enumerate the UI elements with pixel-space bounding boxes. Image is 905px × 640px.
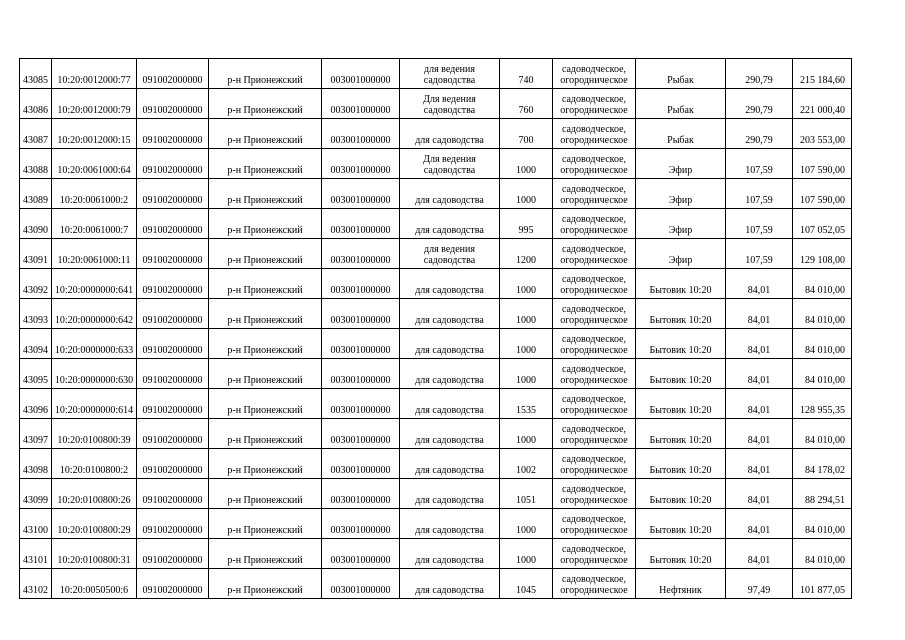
specific-value-cell: 107,59 xyxy=(726,209,793,239)
table-row xyxy=(20,299,852,329)
row-id-cell: 43098 xyxy=(20,449,52,479)
cadastral-value-cell: 84 010,00 xyxy=(793,419,852,449)
oktmo-code-cell: 003001000000 xyxy=(322,419,400,449)
okato-code-cell: 091002000000 xyxy=(137,419,209,449)
oktmo-code-cell: 003001000000 xyxy=(322,179,400,209)
cadastral-value-cell: 84 010,00 xyxy=(793,269,852,299)
land-category-cell: садоводческое, огородническое xyxy=(553,539,636,569)
cadastral-value-cell: 84 010,00 xyxy=(793,359,852,389)
cadastral-number-cell: 10:20:0000000:633 xyxy=(52,329,137,359)
society-name-cell: Бытовик 10:20 xyxy=(636,299,726,329)
land-category-cell: садоводческое, огородническое xyxy=(553,119,636,149)
land-category-cell: садоводческое, огородническое xyxy=(553,509,636,539)
society-name-cell: Эфир xyxy=(636,179,726,209)
cadastral-value-cell: 84 010,00 xyxy=(793,509,852,539)
society-name-cell: Эфир xyxy=(636,149,726,179)
land-category-cell: садоводческое, огородническое xyxy=(553,299,636,329)
cadastral-number-cell: 10:20:0050500:6 xyxy=(52,569,137,599)
row-id-cell: 43091 xyxy=(20,239,52,269)
district-cell: р-н Прионежский xyxy=(209,509,322,539)
oktmo-code-cell: 003001000000 xyxy=(322,299,400,329)
specific-value-cell: 97,49 xyxy=(726,569,793,599)
row-id-cell: 43090 xyxy=(20,209,52,239)
cadastral-number-cell: 10:20:0000000:630 xyxy=(52,359,137,389)
table-row xyxy=(20,359,852,389)
table-row xyxy=(20,269,852,299)
cadastral-value-cell: 107 590,00 xyxy=(793,179,852,209)
oktmo-code-cell: 003001000000 xyxy=(322,389,400,419)
district-cell: р-н Прионежский xyxy=(209,389,322,419)
district-cell: р-н Прионежский xyxy=(209,179,322,209)
table-row xyxy=(20,89,852,119)
specific-value-cell: 290,79 xyxy=(726,89,793,119)
row-id-cell: 43099 xyxy=(20,479,52,509)
area-cell: 1000 xyxy=(500,179,553,209)
oktmo-code-cell: 003001000000 xyxy=(322,119,400,149)
cadastral-number-cell: 10:20:0100800:26 xyxy=(52,479,137,509)
society-name-cell: Рыбак xyxy=(636,59,726,89)
society-name-cell: Бытовик 10:20 xyxy=(636,539,726,569)
area-cell: 1000 xyxy=(500,329,553,359)
okato-code-cell: 091002000000 xyxy=(137,89,209,119)
land-category-cell: садоводческое, огородническое xyxy=(553,179,636,209)
row-id-cell: 43095 xyxy=(20,359,52,389)
permitted-use-cell: для садоводства xyxy=(400,299,500,329)
permitted-use-cell: для садоводства xyxy=(400,449,500,479)
area-cell: 1000 xyxy=(500,359,553,389)
area-cell: 1000 xyxy=(500,299,553,329)
oktmo-code-cell: 003001000000 xyxy=(322,569,400,599)
district-cell: р-н Прионежский xyxy=(209,269,322,299)
oktmo-code-cell: 003001000000 xyxy=(322,149,400,179)
cadastral-number-cell: 10:20:0012000:77 xyxy=(52,59,137,89)
row-id-cell: 43088 xyxy=(20,149,52,179)
table-row xyxy=(20,329,852,359)
district-cell: р-н Прионежский xyxy=(209,539,322,569)
table-row xyxy=(20,179,852,209)
oktmo-code-cell: 003001000000 xyxy=(322,59,400,89)
society-name-cell: Нефтяник xyxy=(636,569,726,599)
society-name-cell: Бытовик 10:20 xyxy=(636,329,726,359)
row-id-cell: 43097 xyxy=(20,419,52,449)
land-category-cell: садоводческое, огородническое xyxy=(553,89,636,119)
area-cell: 1000 xyxy=(500,509,553,539)
cadastral-number-cell: 10:20:0100800:29 xyxy=(52,509,137,539)
society-name-cell: Эфир xyxy=(636,209,726,239)
okato-code-cell: 091002000000 xyxy=(137,179,209,209)
row-id-cell: 43089 xyxy=(20,179,52,209)
cadastral-value-cell: 84 010,00 xyxy=(793,329,852,359)
district-cell: р-н Прионежский xyxy=(209,419,322,449)
area-cell: 760 xyxy=(500,89,553,119)
area-cell: 1535 xyxy=(500,389,553,419)
cadastral-value-cell: 129 108,00 xyxy=(793,239,852,269)
district-cell: р-н Прионежский xyxy=(209,149,322,179)
cadastral-number-cell: 10:20:0012000:79 xyxy=(52,89,137,119)
specific-value-cell: 84,01 xyxy=(726,509,793,539)
row-id-cell: 43092 xyxy=(20,269,52,299)
table-row xyxy=(20,389,852,419)
okato-code-cell: 091002000000 xyxy=(137,269,209,299)
permitted-use-cell: для садоводства xyxy=(400,269,500,299)
cadastral-value-cell: 84 010,00 xyxy=(793,539,852,569)
specific-value-cell: 290,79 xyxy=(726,119,793,149)
okato-code-cell: 091002000000 xyxy=(137,569,209,599)
permitted-use-cell: для садоводства xyxy=(400,329,500,359)
row-id-cell: 43096 xyxy=(20,389,52,419)
cadastral-number-cell: 10:20:0000000:641 xyxy=(52,269,137,299)
district-cell: р-н Прионежский xyxy=(209,59,322,89)
specific-value-cell: 84,01 xyxy=(726,359,793,389)
area-cell: 1000 xyxy=(500,419,553,449)
area-cell: 740 xyxy=(500,59,553,89)
cadastral-number-cell: 10:20:0061000:2 xyxy=(52,179,137,209)
table-row xyxy=(20,539,852,569)
okato-code-cell: 091002000000 xyxy=(137,359,209,389)
area-cell: 1000 xyxy=(500,149,553,179)
specific-value-cell: 107,59 xyxy=(726,239,793,269)
cadastral-value-cell: 88 294,51 xyxy=(793,479,852,509)
oktmo-code-cell: 003001000000 xyxy=(322,359,400,389)
okato-code-cell: 091002000000 xyxy=(137,449,209,479)
district-cell: р-н Прионежский xyxy=(209,479,322,509)
cadastral-number-cell: 10:20:0000000:642 xyxy=(52,299,137,329)
cadastral-number-cell: 10:20:0000000:614 xyxy=(52,389,137,419)
oktmo-code-cell: 003001000000 xyxy=(322,239,400,269)
okato-code-cell: 091002000000 xyxy=(137,509,209,539)
cadastral-number-cell: 10:20:0100800:2 xyxy=(52,449,137,479)
society-name-cell: Бытовик 10:20 xyxy=(636,269,726,299)
area-cell: 1000 xyxy=(500,269,553,299)
row-id-cell: 43093 xyxy=(20,299,52,329)
cadastral-number-cell: 10:20:0061000:7 xyxy=(52,209,137,239)
cadastral-value-cell: 215 184,60 xyxy=(793,59,852,89)
cadastral-value-cell: 84 010,00 xyxy=(793,299,852,329)
land-category-cell: садоводческое, огородническое xyxy=(553,419,636,449)
specific-value-cell: 84,01 xyxy=(726,479,793,509)
district-cell: р-н Прионежский xyxy=(209,299,322,329)
society-name-cell: Бытовик 10:20 xyxy=(636,509,726,539)
land-category-cell: садоводческое, огородническое xyxy=(553,149,636,179)
area-cell: 700 xyxy=(500,119,553,149)
okato-code-cell: 091002000000 xyxy=(137,119,209,149)
area-cell: 1045 xyxy=(500,569,553,599)
district-cell: р-н Прионежский xyxy=(209,239,322,269)
society-name-cell: Эфир xyxy=(636,239,726,269)
okato-code-cell: 091002000000 xyxy=(137,149,209,179)
table-row xyxy=(20,569,852,599)
district-cell: р-н Прионежский xyxy=(209,569,322,599)
specific-value-cell: 84,01 xyxy=(726,389,793,419)
permitted-use-cell: для садоводства xyxy=(400,389,500,419)
row-id-cell: 43100 xyxy=(20,509,52,539)
table-row xyxy=(20,59,852,89)
permitted-use-cell: для садоводства xyxy=(400,419,500,449)
permitted-use-cell: для ведения садоводства xyxy=(400,239,500,269)
okato-code-cell: 091002000000 xyxy=(137,479,209,509)
district-cell: р-н Прионежский xyxy=(209,119,322,149)
cadastral-number-cell: 10:20:0100800:39 xyxy=(52,419,137,449)
district-cell: р-н Прионежский xyxy=(209,329,322,359)
table-body xyxy=(20,59,852,599)
district-cell: р-н Прионежский xyxy=(209,449,322,479)
society-name-cell: Рыбак xyxy=(636,119,726,149)
society-name-cell: Бытовик 10:20 xyxy=(636,389,726,419)
cadastral-value-cell: 101 877,05 xyxy=(793,569,852,599)
society-name-cell: Бытовик 10:20 xyxy=(636,359,726,389)
district-cell: р-н Прионежский xyxy=(209,359,322,389)
okato-code-cell: 091002000000 xyxy=(137,209,209,239)
oktmo-code-cell: 003001000000 xyxy=(322,269,400,299)
land-category-cell: садоводческое, огородническое xyxy=(553,359,636,389)
specific-value-cell: 84,01 xyxy=(726,299,793,329)
specific-value-cell: 84,01 xyxy=(726,329,793,359)
table-row xyxy=(20,119,852,149)
okato-code-cell: 091002000000 xyxy=(137,539,209,569)
cadastral-number-cell: 10:20:0061000:64 xyxy=(52,149,137,179)
cadastral-number-cell: 10:20:0100800:31 xyxy=(52,539,137,569)
permitted-use-cell: для садоводства xyxy=(400,359,500,389)
land-category-cell: садоводческое, огородническое xyxy=(553,479,636,509)
okato-code-cell: 091002000000 xyxy=(137,299,209,329)
oktmo-code-cell: 003001000000 xyxy=(322,509,400,539)
cadastral-number-cell: 10:20:0061000:11 xyxy=(52,239,137,269)
cadastral-value-cell: 203 553,00 xyxy=(793,119,852,149)
cadastral-value-cell: 128 955,35 xyxy=(793,389,852,419)
society-name-cell: Рыбак xyxy=(636,89,726,119)
permitted-use-cell: для садоводства xyxy=(400,209,500,239)
permitted-use-cell: для садоводства xyxy=(400,509,500,539)
row-id-cell: 43102 xyxy=(20,569,52,599)
permitted-use-cell: для садоводства xyxy=(400,539,500,569)
society-name-cell: Бытовик 10:20 xyxy=(636,419,726,449)
specific-value-cell: 107,59 xyxy=(726,149,793,179)
table-row xyxy=(20,479,852,509)
permitted-use-cell: для садоводства xyxy=(400,569,500,599)
oktmo-code-cell: 003001000000 xyxy=(322,89,400,119)
cadastral-value-cell: 107 052,05 xyxy=(793,209,852,239)
land-category-cell: садоводческое, огородническое xyxy=(553,239,636,269)
row-id-cell: 43101 xyxy=(20,539,52,569)
permitted-use-cell: для ведения садоводства xyxy=(400,59,500,89)
land-category-cell: садоводческое, огородническое xyxy=(553,329,636,359)
row-id-cell: 43085 xyxy=(20,59,52,89)
oktmo-code-cell: 003001000000 xyxy=(322,539,400,569)
specific-value-cell: 84,01 xyxy=(726,539,793,569)
land-category-cell: садоводческое, огородническое xyxy=(553,209,636,239)
okato-code-cell: 091002000000 xyxy=(137,389,209,419)
specific-value-cell: 290,79 xyxy=(726,59,793,89)
oktmo-code-cell: 003001000000 xyxy=(322,329,400,359)
oktmo-code-cell: 003001000000 xyxy=(322,449,400,479)
row-id-cell: 43087 xyxy=(20,119,52,149)
permitted-use-cell: для садоводства xyxy=(400,179,500,209)
cadastral-value-cell: 107 590,00 xyxy=(793,149,852,179)
permitted-use-cell: для садоводства xyxy=(400,479,500,509)
district-cell: р-н Прионежский xyxy=(209,89,322,119)
row-id-cell: 43094 xyxy=(20,329,52,359)
area-cell: 1200 xyxy=(500,239,553,269)
land-category-cell: садоводческое, огородническое xyxy=(553,449,636,479)
table-row xyxy=(20,209,852,239)
land-category-cell: садоводческое, огородническое xyxy=(553,59,636,89)
land-category-cell: садоводческое, огородническое xyxy=(553,569,636,599)
specific-value-cell: 84,01 xyxy=(726,419,793,449)
land-category-cell: садоводческое, огородническое xyxy=(553,269,636,299)
oktmo-code-cell: 003001000000 xyxy=(322,209,400,239)
cadastral-value-cell: 84 178,02 xyxy=(793,449,852,479)
area-cell: 1000 xyxy=(500,539,553,569)
specific-value-cell: 84,01 xyxy=(726,269,793,299)
okato-code-cell: 091002000000 xyxy=(137,329,209,359)
area-cell: 1051 xyxy=(500,479,553,509)
society-name-cell: Бытовик 10:20 xyxy=(636,449,726,479)
row-id-cell: 43086 xyxy=(20,89,52,119)
table-row xyxy=(20,149,852,179)
specific-value-cell: 107,59 xyxy=(726,179,793,209)
permitted-use-cell: Для ведения садоводства xyxy=(400,149,500,179)
land-category-cell: садоводческое, огородническое xyxy=(553,389,636,419)
table-row xyxy=(20,239,852,269)
table-row xyxy=(20,509,852,539)
permitted-use-cell: Для ведения садоводства xyxy=(400,89,500,119)
area-cell: 995 xyxy=(500,209,553,239)
okato-code-cell: 091002000000 xyxy=(137,59,209,89)
table-row xyxy=(20,449,852,479)
society-name-cell: Бытовик 10:20 xyxy=(636,479,726,509)
land-register-table xyxy=(19,58,852,599)
cadastral-value-cell: 221 000,40 xyxy=(793,89,852,119)
permitted-use-cell: для садоводства xyxy=(400,119,500,149)
table-row xyxy=(20,419,852,449)
specific-value-cell: 84,01 xyxy=(726,449,793,479)
cadastral-number-cell: 10:20:0012000:15 xyxy=(52,119,137,149)
okato-code-cell: 091002000000 xyxy=(137,239,209,269)
district-cell: р-н Прионежский xyxy=(209,209,322,239)
oktmo-code-cell: 003001000000 xyxy=(322,479,400,509)
area-cell: 1002 xyxy=(500,449,553,479)
